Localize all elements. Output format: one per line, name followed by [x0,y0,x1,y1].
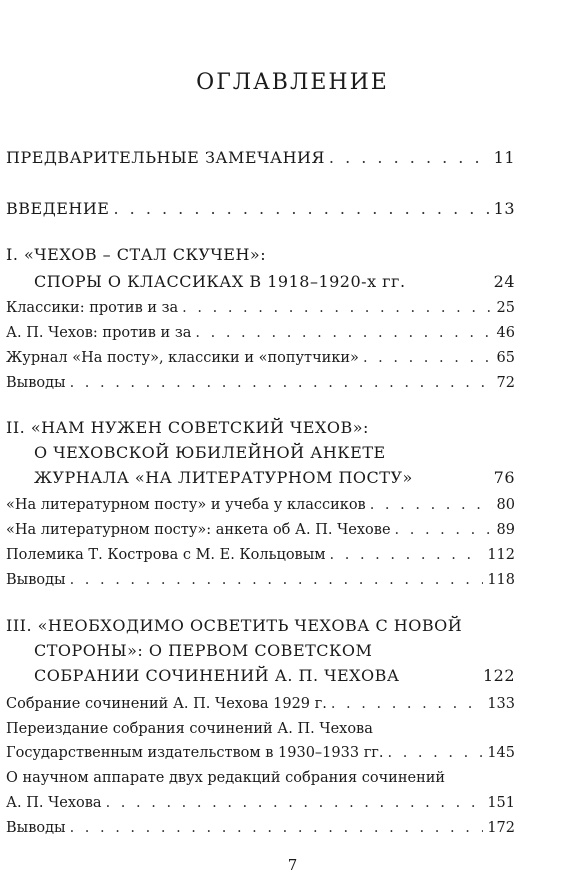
toc-entry-page: 145 [487,745,515,761]
toc-subentry[interactable] [6,547,515,563]
toc-subentry[interactable] [6,325,515,341]
toc-entry-text: Собрание сочинений А. П. Чехова 1929 г. [6,696,327,712]
toc-chapter-2-line2[interactable]: О ЧЕХОВСКОЙ ЮБИЛЕЙНОЙ АНКЕТЕ [34,443,386,462]
toc-entry-text: Государственным издательством в 1930–1933 гг. [6,745,384,761]
toc-chapter-1[interactable] [34,272,515,291]
toc-entry-page: 65 [496,350,515,366]
toc-entry-text: СПОРЫ О КЛАССИКАХ В 1918–1920-х гг. [34,272,406,291]
toc-entry-text: «На литературном посту» и учеба у классиков [6,497,366,513]
toc-entry-page: 13 [493,199,515,218]
toc-chapter-2-line1[interactable]: II. «НАМ НУЖЕН СОВЕТСКИЙ ЧЕХОВ»: [6,418,369,437]
toc-entry-text: «На литературном посту»: анкета об А. П. Чехове [6,522,391,538]
toc-entry-page: 72 [496,375,515,391]
toc-entry-text: А. П. Чехова [6,795,102,811]
leader-dots [331,696,483,712]
toc-entry-page: 46 [496,325,515,341]
toc-entry-page: 172 [487,820,515,836]
leader-dots [363,350,493,366]
toc-subentry[interactable] [6,696,515,712]
leader-dots [395,522,493,538]
toc-subentry[interactable] [6,745,515,761]
leader-dots [370,497,493,513]
leader-dots [388,745,484,761]
leader-dots [329,148,490,167]
toc-chapter-1-line1[interactable]: I. «ЧЕХОВ – СТАЛ СКУЧЕН»: [6,245,267,264]
leader-dots [70,375,493,391]
toc-entry-prelim[interactable] [6,148,515,167]
toc-entry-page: 122 [482,666,515,685]
page-number: 7 [287,856,298,874]
toc-entry-text: Журнал «На посту», классики и «попутчики» [6,350,359,366]
toc-subentry-line1[interactable]: О научном аппарате двух редакций собрания сочинений [6,770,446,786]
toc-entry-page: 25 [496,300,515,316]
toc-entry-text: Выводы [6,375,66,391]
leader-dots [113,199,489,218]
toc-entry-text: Классики: против и за [6,300,179,316]
toc-entry-text: А. П. Чехов: против и за [6,325,192,341]
leader-dots [182,300,492,316]
toc-chapter-3-line1[interactable]: III. «НЕОБХОДИМО ОСВЕТИТЬ ЧЕХОВА С НОВОЙ [6,616,463,635]
toc-entry-page: 80 [496,497,515,513]
toc-entry-text: Выводы [6,572,66,588]
toc-subentry[interactable] [6,795,515,811]
toc-entry-text: ЖУРНАЛА «НА ЛИТЕРАТУРНОМ ПОСТУ» [34,468,413,487]
toc-subentry-line1[interactable]: Переиздание собрания сочинений А. П. Чехова [6,721,373,737]
toc-subentry[interactable] [6,300,515,316]
toc-entry-text: ПРЕДВАРИТЕЛЬНЫЕ ЗАМЕЧАНИЯ [6,148,325,167]
toc-entry-page: 24 [493,272,515,291]
toc-entry-page: 118 [487,572,515,588]
leader-dots [70,572,484,588]
toc-entry-page: 133 [487,696,515,712]
toc-subentry[interactable] [6,522,515,538]
toc-entry-page: 112 [487,547,515,563]
toc-chapter-2[interactable] [34,468,515,487]
toc-subentry[interactable] [6,572,515,588]
leader-dots [195,325,492,341]
toc-entry-text: ВВЕДЕНИЕ [6,199,110,218]
toc-chapter-3-line2[interactable]: СТОРОНЫ»: О ПЕРВОМ СОВЕТСКОМ [34,641,373,660]
leader-dots [106,795,484,811]
toc-subentry[interactable] [6,350,515,366]
toc-chapter-3[interactable] [34,666,515,685]
toc-entry-page: 151 [487,795,515,811]
toc-title: ОГЛАВЛЕНИЕ [196,70,389,95]
leader-dots [70,820,484,836]
toc-entry-text: СОБРАНИИ СОЧИНЕНИЙ А. П. ЧЕХОВА [34,666,400,685]
toc-subentry[interactable] [6,820,515,836]
toc-entry-page: 89 [496,522,515,538]
toc-entry-page: 76 [493,468,515,487]
toc-entry-page: 11 [493,148,515,167]
toc-entry-text: Выводы [6,820,66,836]
toc-subentry[interactable] [6,375,515,391]
toc-entry-intro[interactable] [6,199,515,218]
toc-subentry[interactable] [6,497,515,513]
leader-dots [330,547,484,563]
toc-entry-text: Полемика Т. Кострова с М. Е. Кольцовым [6,547,326,563]
